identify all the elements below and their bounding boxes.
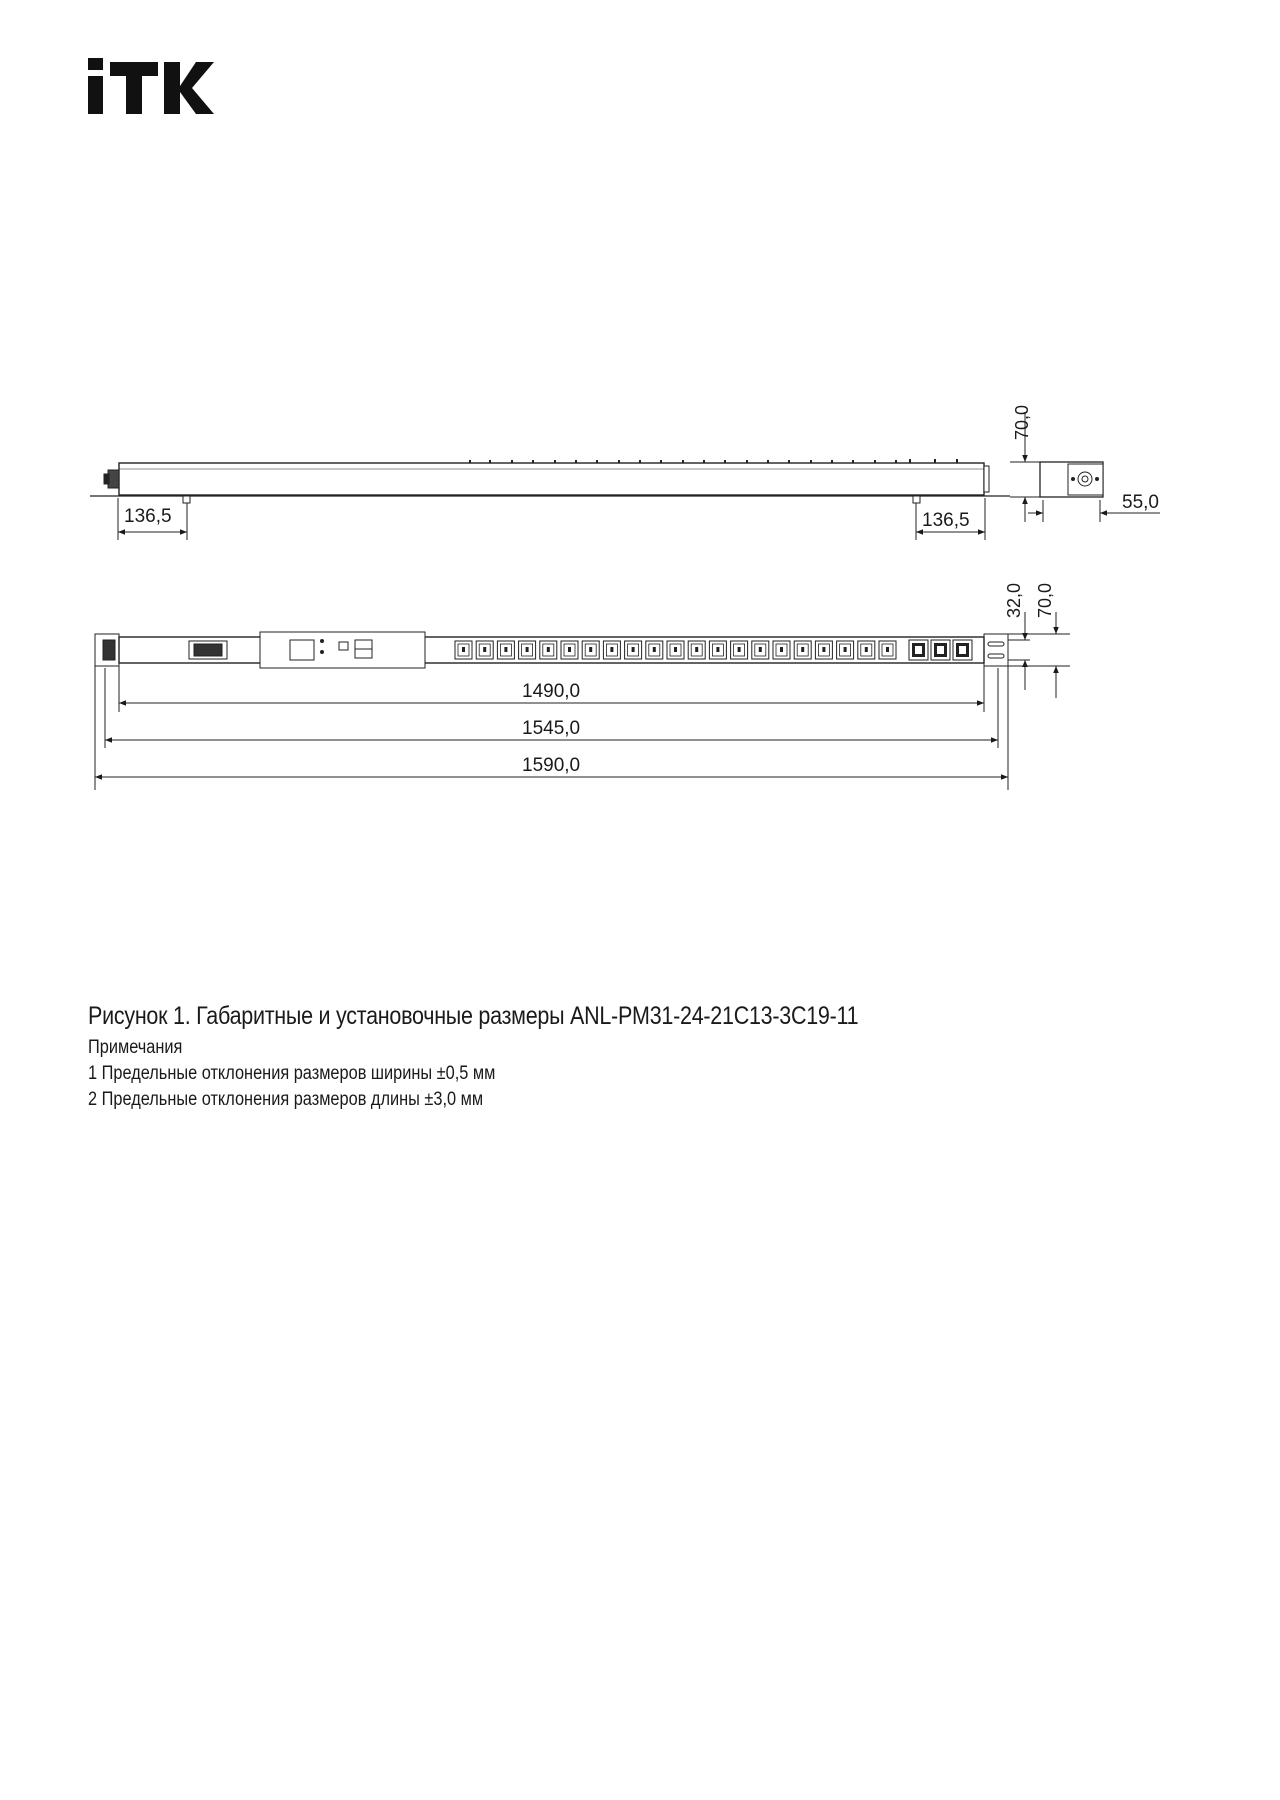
c19-outlet <box>931 640 950 660</box>
c13-outlet <box>582 641 599 659</box>
c13-outlet <box>837 641 854 659</box>
c13-outlet <box>688 641 705 659</box>
technical-drawing <box>0 0 1280 800</box>
dim-length-1490: 1490,0 <box>522 681 581 702</box>
notes-heading: Примечания <box>88 1037 183 1058</box>
c13-outlet <box>625 641 642 659</box>
c13-outlet <box>858 641 875 659</box>
dim-front-outer-height: 70,0 <box>1035 582 1055 618</box>
c13-outlet <box>794 641 811 659</box>
c13-outlet <box>476 641 493 659</box>
dim-side-right: 136,5 <box>922 510 970 531</box>
c13-outlet <box>667 641 684 659</box>
c13-outlet <box>731 641 748 659</box>
c19-outlet <box>909 640 928 660</box>
c13-outlet <box>561 641 578 659</box>
c13-outlet <box>752 641 769 659</box>
c13-outlet <box>646 641 663 659</box>
note-2: 2 Предельные отклонения размеров длины ±3,0 мм <box>88 1089 484 1110</box>
figure-title: Рисунок 1. Габаритные и установочные размеры ANL-PM31-24-21C13-3C19-11 <box>88 1002 859 1030</box>
c13-outlet <box>879 641 896 659</box>
dim-length-1590: 1590,0 <box>522 755 581 776</box>
c13-outlet <box>540 641 557 659</box>
dim-side-left: 136,5 <box>124 506 172 527</box>
dim-end-depth: 55,0 <box>1122 492 1159 513</box>
dim-front-inner-height: 32,0 <box>1004 582 1024 618</box>
dim-end-height: 70,0 <box>1012 404 1032 440</box>
c13-outlet <box>497 641 514 659</box>
c13-outlet <box>773 641 790 659</box>
dim-length-1545: 1545,0 <box>522 718 581 739</box>
c19-outlet <box>953 640 972 660</box>
c13-outlet <box>603 641 620 659</box>
outlet-row <box>455 640 972 660</box>
figure-caption <box>88 1002 1188 1115</box>
c13-outlet <box>455 641 472 659</box>
side-view <box>90 459 1010 540</box>
c13-outlet <box>709 641 726 659</box>
c13-outlet <box>519 641 536 659</box>
c13-outlet <box>815 641 832 659</box>
note-1: 1 Предельные отклонения размеров ширины ±0,5 мм <box>88 1063 496 1084</box>
